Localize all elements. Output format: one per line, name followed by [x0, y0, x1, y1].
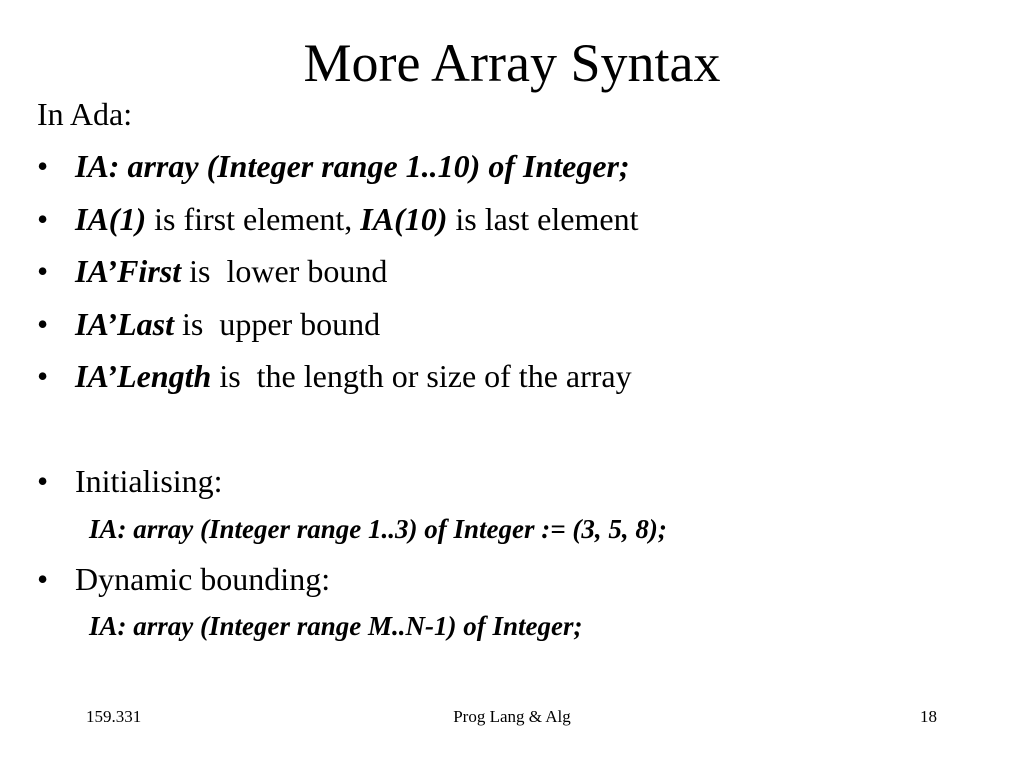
intro-text: In Ada: [37, 96, 133, 132]
bullet-6-text: Initialising: [75, 463, 223, 499]
bullet-4 [75, 304, 380, 344]
footer-page-number: 18 [920, 707, 937, 726]
bullet-4-text: is upper bound [173, 306, 381, 342]
bullet-2-code-2: IA(10) [360, 201, 448, 237]
bullet-5-text: is the length or size of the array [211, 358, 632, 394]
slide-title: More Array Syntax [303, 33, 721, 93]
bullet-4-code: IA’Last [75, 306, 174, 342]
bullet-2-code-1: IA(1) [75, 201, 147, 237]
bullet-1-code: IA: array (Integer range 1..10) of Integer; [75, 148, 630, 184]
bullet-marker: • [37, 253, 49, 289]
bullet-marker: • [37, 201, 49, 237]
footer-course-code: 159.331 [86, 707, 142, 726]
bullet-7-code: IA: array (Integer range M..N-1) of Integer; [89, 611, 583, 641]
bullet-marker: • [37, 148, 49, 184]
bullet-3 [75, 251, 387, 291]
footer-course-name: Prog Lang & Alg [453, 707, 571, 726]
bullet-1 [75, 146, 630, 186]
bullet-3-code: IA’First [75, 253, 182, 289]
bullet-3-text: is lower bound [181, 253, 388, 289]
bullet-5 [75, 356, 632, 396]
bullet-6-code: IA: array (Integer range 1..3) of Integer := (3, 5, 8); [89, 514, 667, 544]
bullet-2 [75, 199, 638, 239]
bullet-7-text: Dynamic bounding: [75, 561, 331, 597]
bullet-marker: • [37, 358, 49, 394]
bullet-2-text-1: is first element, [146, 201, 361, 237]
bullet-2-text-2: is last element [447, 201, 639, 237]
bullet-marker: • [37, 463, 49, 499]
bullet-marker: • [37, 306, 49, 342]
bullet-marker: • [37, 561, 49, 597]
bullet-5-code: IA’Length [75, 358, 212, 394]
